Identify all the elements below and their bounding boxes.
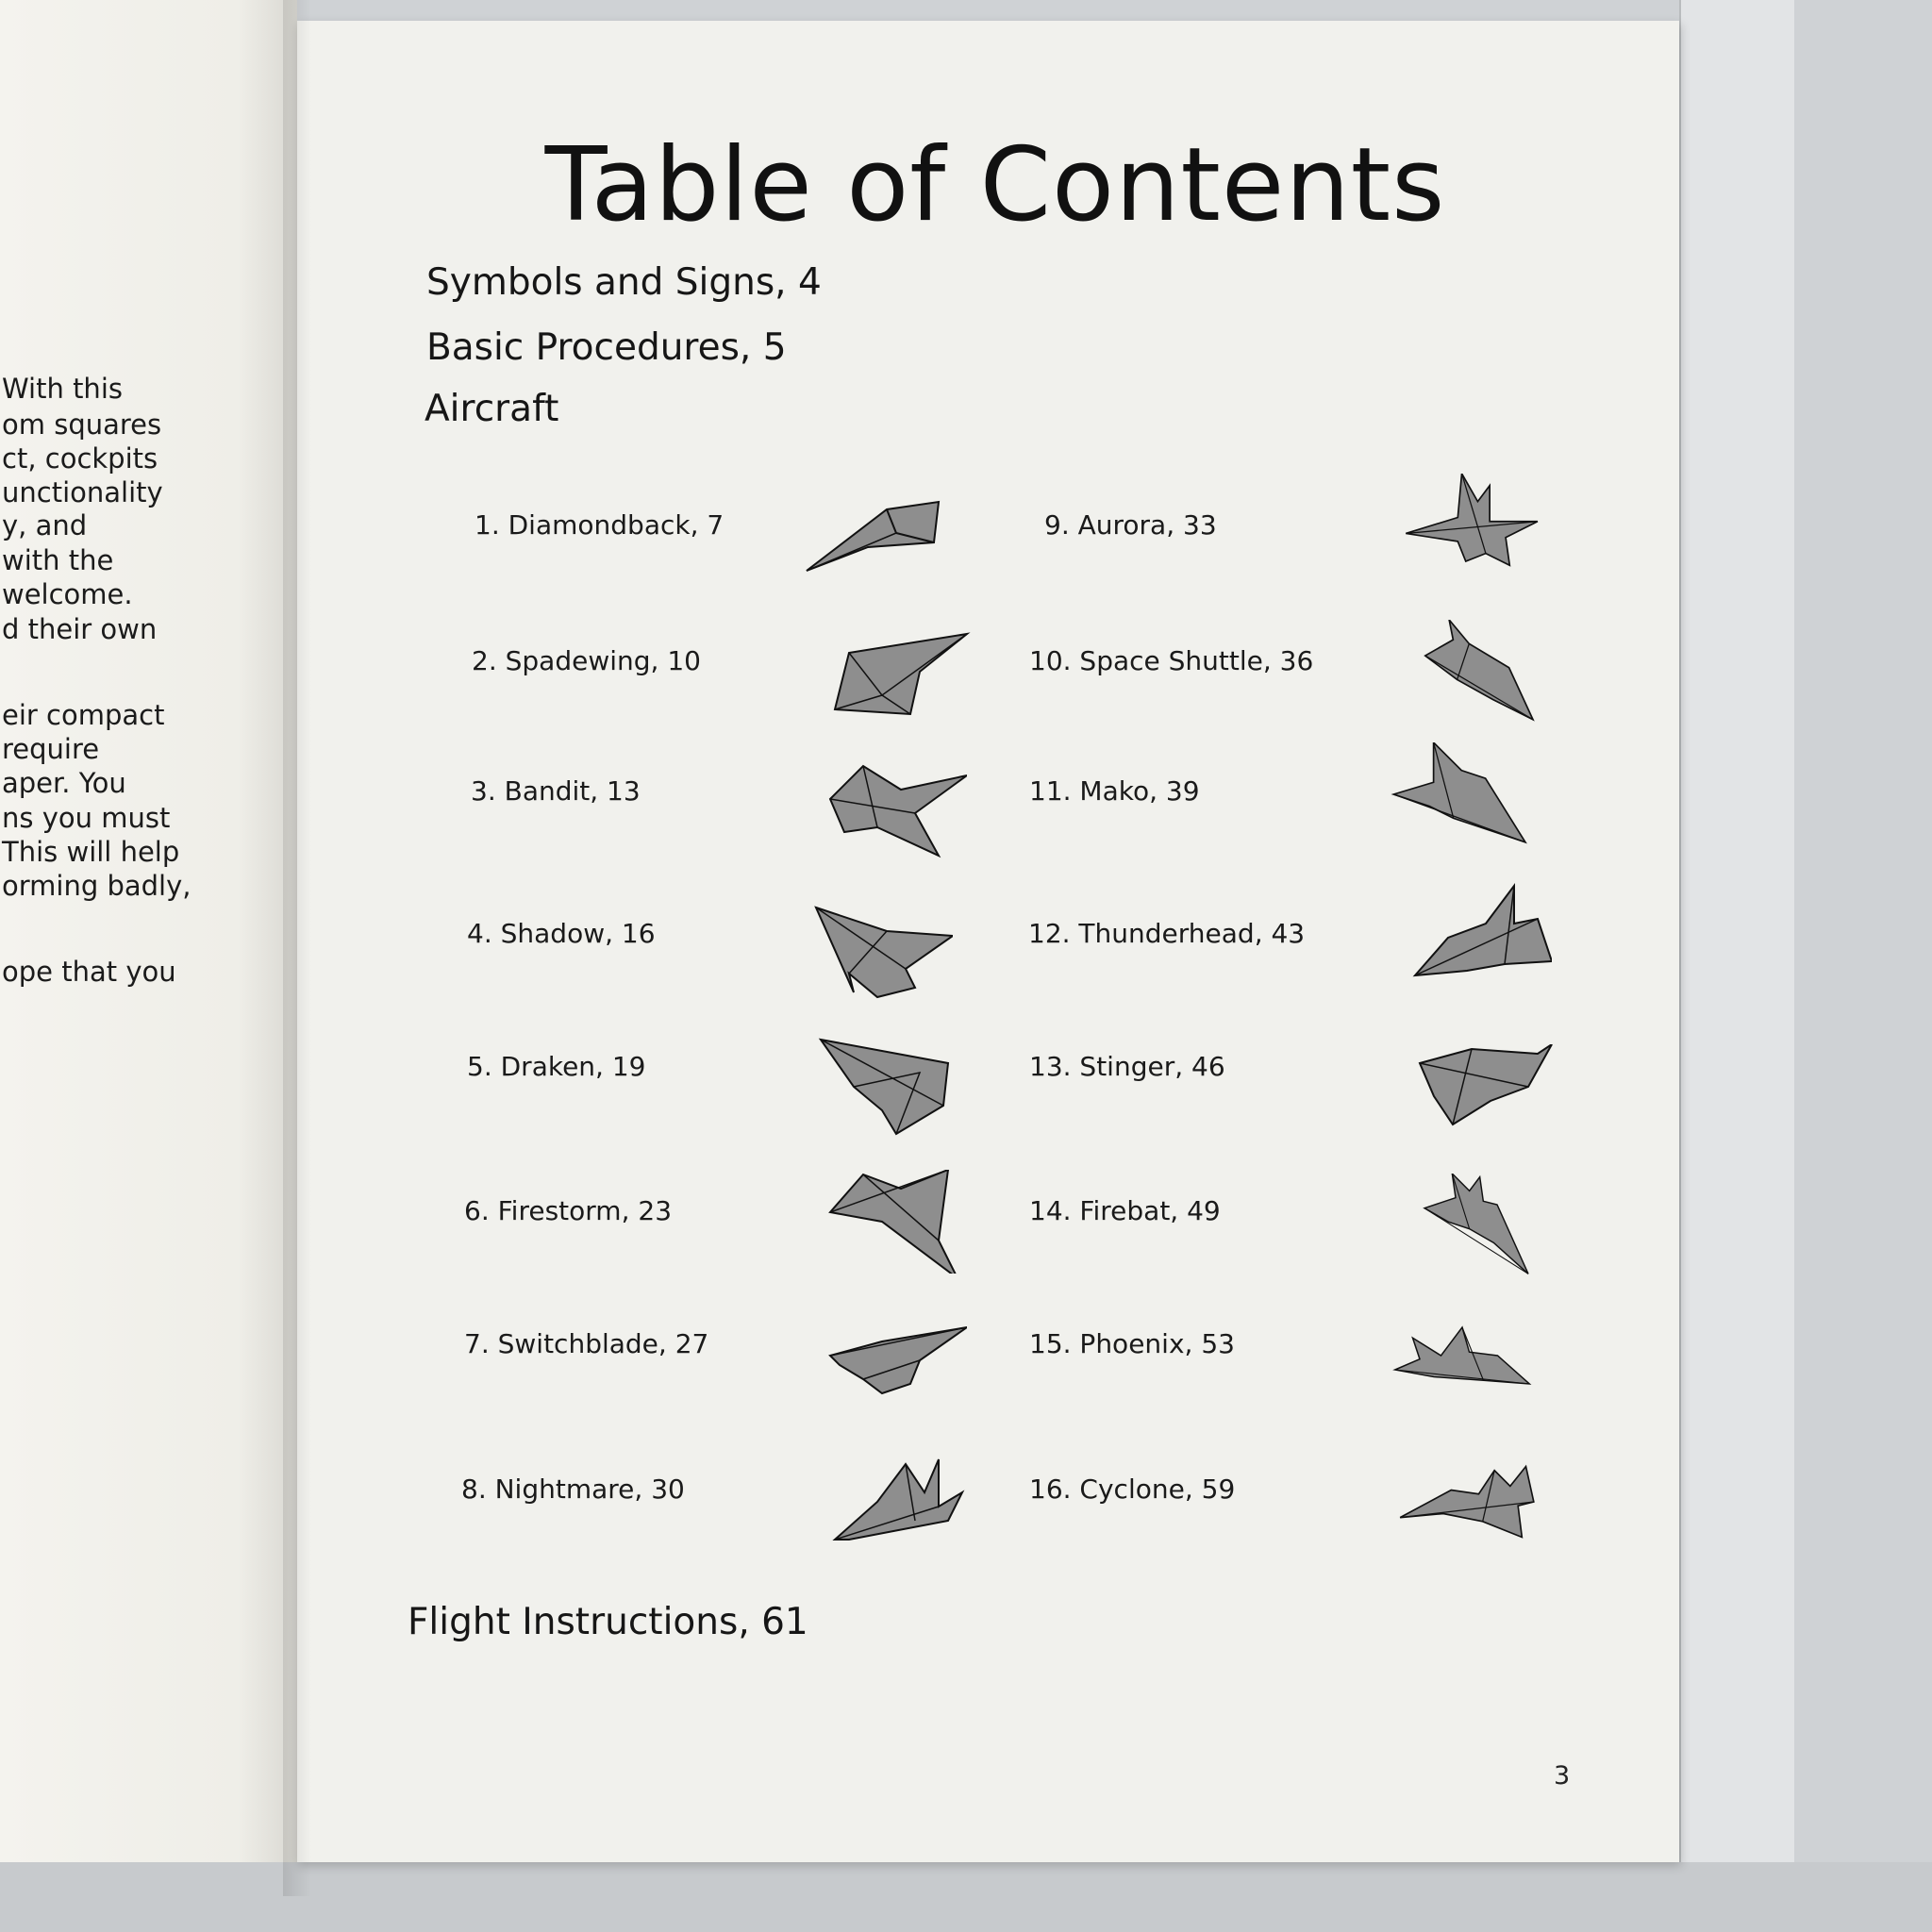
left-page-text-line: orming badly, — [2, 870, 192, 902]
firestorm-plane-illustration — [825, 1170, 967, 1274]
toc-heading-aircraft: Aircraft — [425, 388, 559, 430]
left-page-text-line: welcome. — [2, 578, 133, 610]
firebat-plane-illustration — [1406, 1174, 1547, 1277]
toc-entry-flight-instructions: Flight Instructions, 61 — [408, 1601, 808, 1643]
toc-aircraft-item: 10. Space Shuttle, 36 — [1029, 645, 1314, 676]
toc-aircraft-item: 5. Draken, 19 — [467, 1051, 646, 1082]
left-page-text-line: with the — [2, 544, 114, 576]
toc-aircraft-item: 12. Thunderhead, 43 — [1028, 918, 1306, 949]
toc-aircraft-item: 6. Firestorm, 23 — [464, 1195, 673, 1226]
left-page-text-line: ct, cockpits — [2, 442, 158, 475]
contents-page — [297, 21, 1679, 1862]
toc-aircraft-item: 7. Switchblade, 27 — [464, 1328, 709, 1359]
thunderhead-plane-illustration — [1410, 881, 1552, 985]
toc-aircraft-item: 8. Nightmare, 30 — [461, 1474, 685, 1505]
left-page-text-line: aper. You — [2, 767, 126, 799]
toc-aircraft-item: 15. Phoenix, 53 — [1029, 1328, 1235, 1359]
toc-entry-symbols: Symbols and Signs, 4 — [426, 261, 822, 304]
toc-aircraft-item: 4. Shadow, 16 — [467, 918, 656, 949]
toc-aircraft-item: 13. Stinger, 46 — [1029, 1051, 1225, 1082]
page-title: Table of Contents — [544, 126, 1446, 244]
underlying-page-edge — [1679, 0, 1794, 1932]
left-page — [0, 0, 297, 1896]
phoenix-plane-illustration — [1391, 1304, 1533, 1407]
toc-entry-basic-procedures: Basic Procedures, 5 — [426, 326, 787, 369]
left-page-text-line: d their own — [2, 613, 158, 645]
cyclone-plane-illustration — [1396, 1450, 1538, 1554]
book-spine-shadow — [283, 0, 311, 1896]
nightmare-plane-illustration — [830, 1455, 972, 1558]
draken-plane-illustration — [816, 1035, 958, 1139]
left-page-text-line: y, and — [2, 509, 88, 541]
left-page-text-line: With this — [2, 373, 123, 405]
space-shuttle-plane-illustration — [1410, 620, 1552, 724]
left-page-text-line: unctionality — [2, 476, 163, 508]
left-page-text-line: ns you must — [2, 802, 171, 834]
spadewing-plane-illustration — [830, 625, 972, 728]
left-page-text-line: om squares — [2, 408, 162, 441]
left-page-text-line: eir compact — [2, 699, 165, 731]
page-number: 3 — [1554, 1761, 1571, 1790]
aurora-plane-illustration — [1399, 474, 1541, 577]
stinger-plane-illustration — [1415, 1044, 1557, 1148]
toc-aircraft-item: 9. Aurora, 33 — [1044, 509, 1217, 541]
diamondback-plane-illustration — [802, 481, 943, 585]
toc-aircraft-item: 1. Diamondback, 7 — [475, 509, 724, 541]
toc-aircraft-item: 14. Firebat, 49 — [1029, 1195, 1221, 1226]
toc-aircraft-item: 3. Bandit, 13 — [471, 775, 641, 807]
left-page-text-line: require — [2, 733, 100, 765]
shadow-plane-illustration — [811, 903, 953, 1007]
toc-aircraft-item: 11. Mako, 39 — [1029, 775, 1200, 807]
left-page-text-line: This will help — [2, 836, 180, 868]
mako-plane-illustration — [1387, 742, 1528, 846]
bandit-plane-illustration — [825, 757, 967, 860]
toc-aircraft-item: 16. Cyclone, 59 — [1029, 1474, 1236, 1505]
switchblade-plane-illustration — [825, 1318, 967, 1422]
toc-aircraft-item: 2. Spadewing, 10 — [472, 645, 701, 676]
left-page-text-line: ope that you — [2, 956, 176, 988]
